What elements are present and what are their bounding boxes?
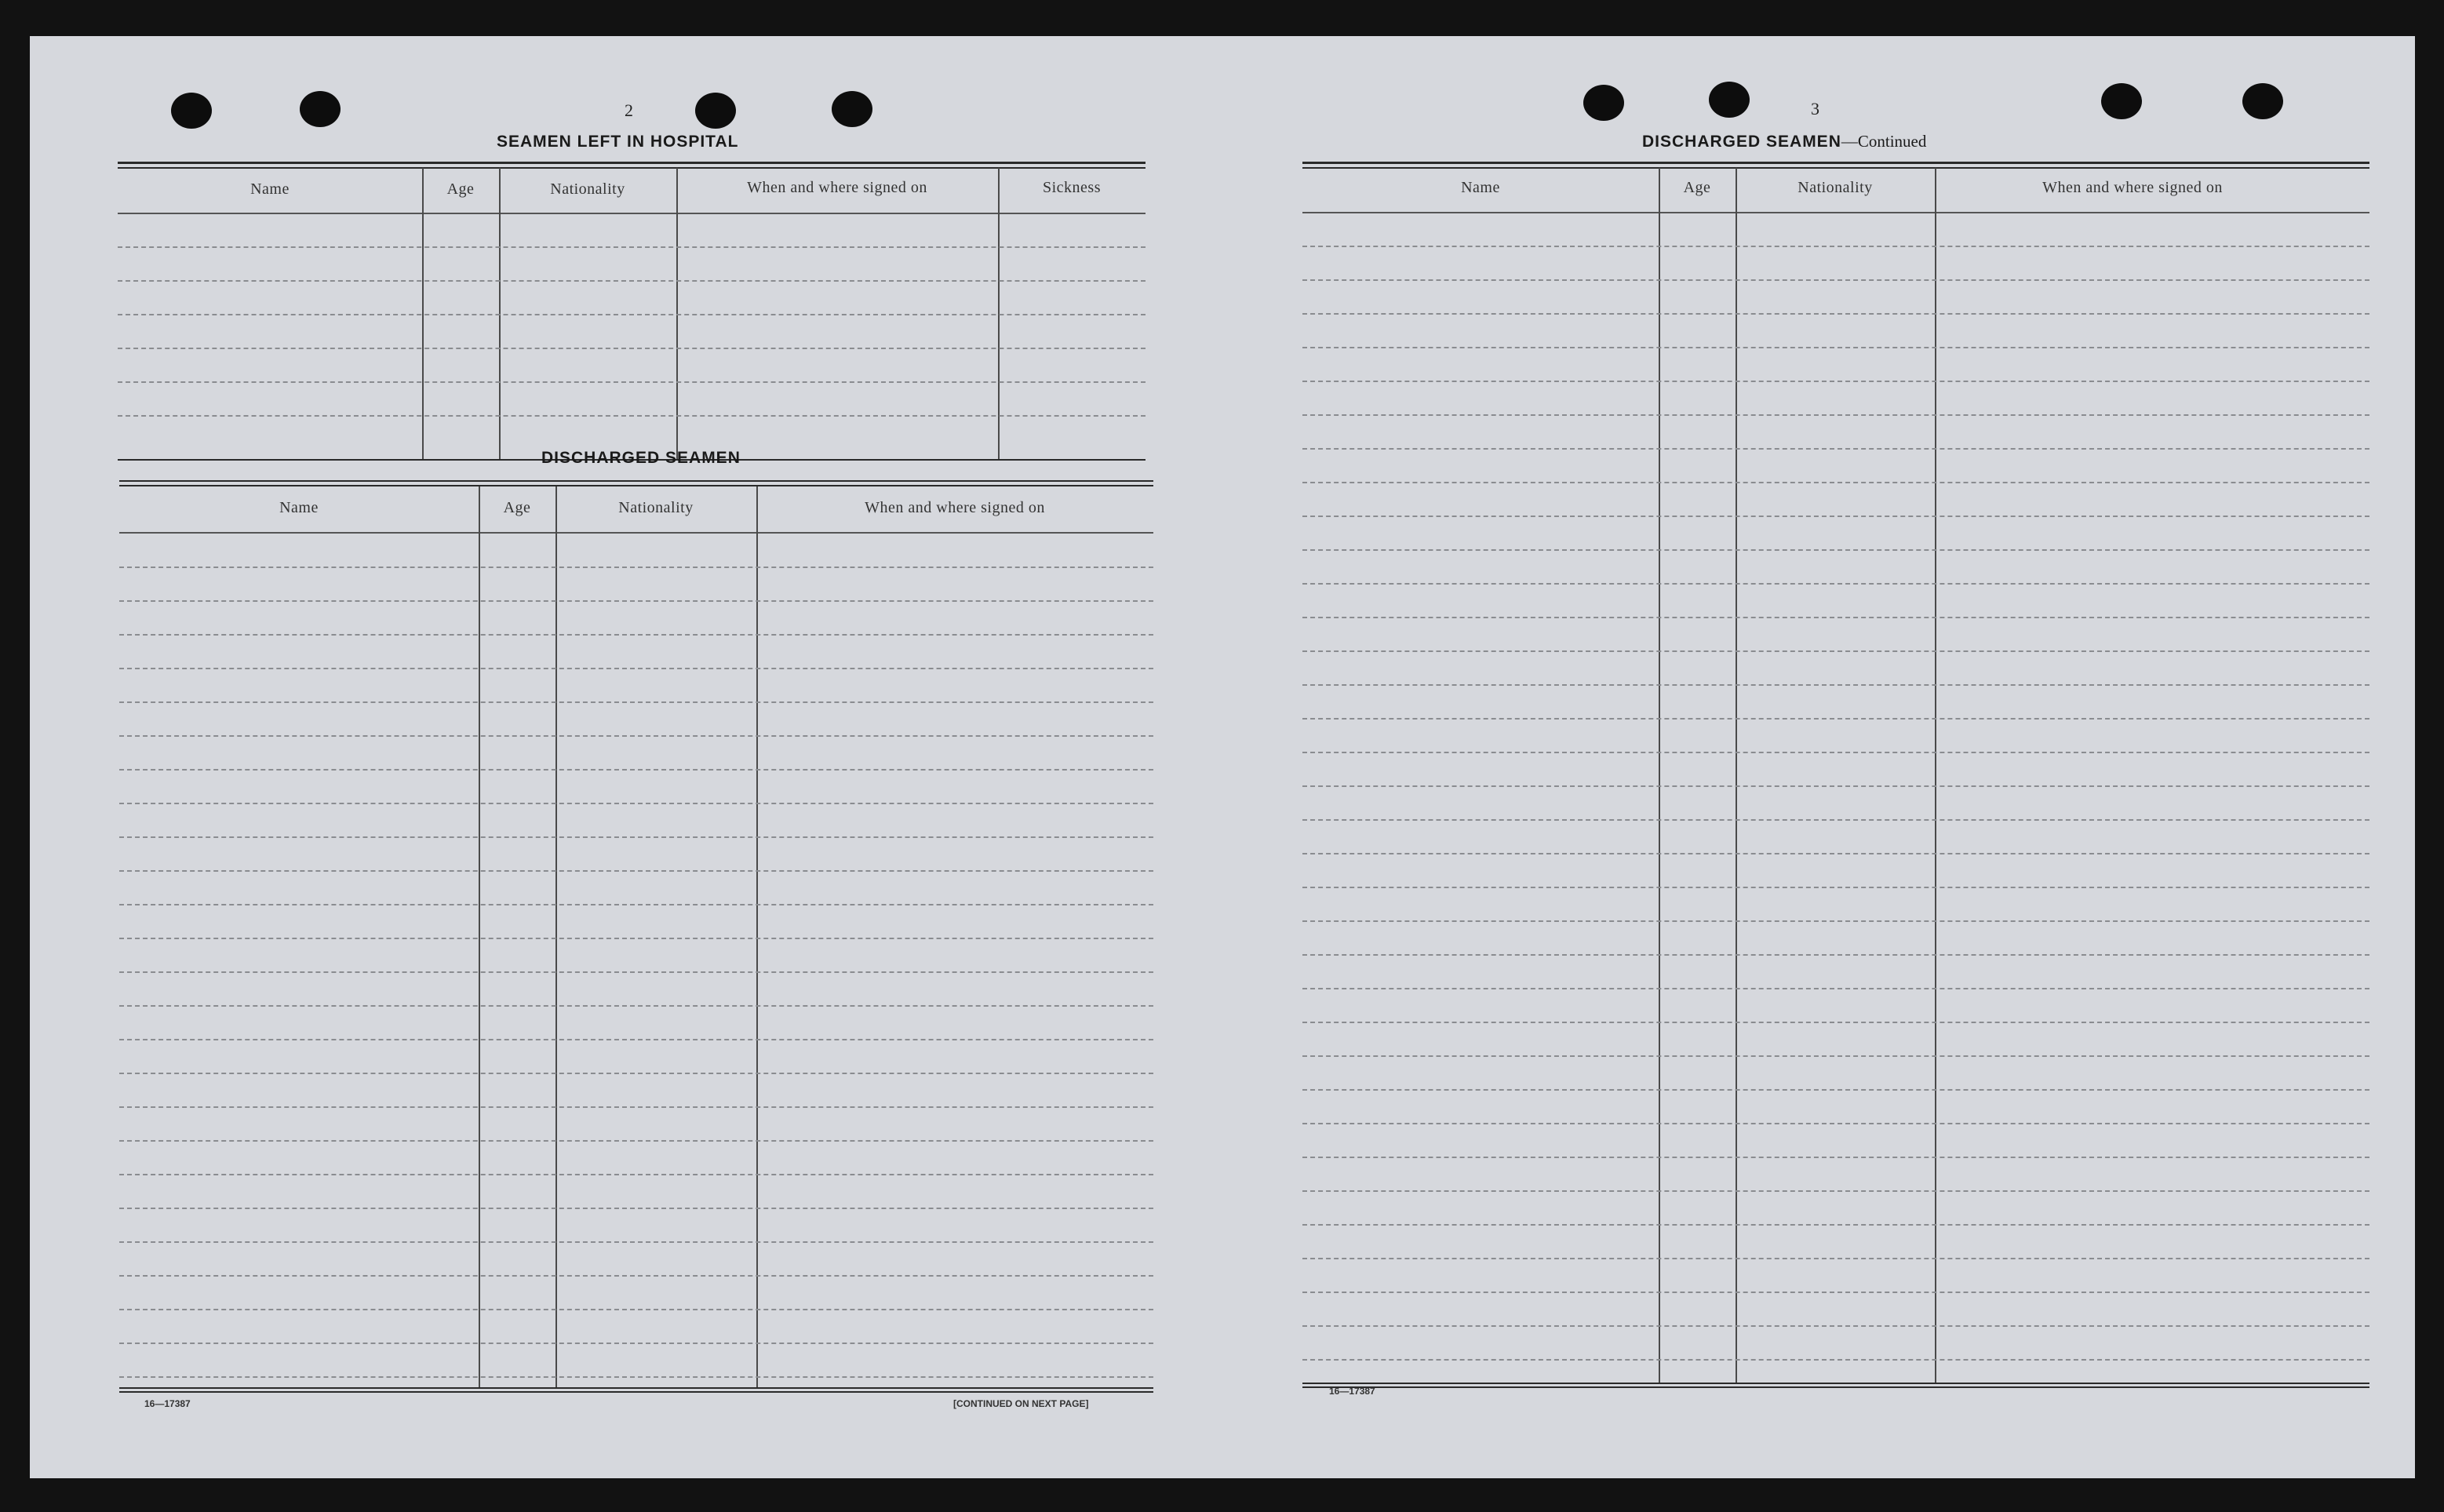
table-row xyxy=(119,938,1153,939)
table-row xyxy=(119,769,1153,771)
discharged-continued-title xyxy=(1642,132,1926,151)
table-row xyxy=(1302,1325,2369,1327)
table-row xyxy=(119,701,1153,703)
column-header-sickness: Sickness xyxy=(1043,179,1101,196)
discharged-table xyxy=(119,480,1153,1414)
table-row xyxy=(118,415,1146,417)
table-row xyxy=(119,1343,1153,1344)
table-row xyxy=(1302,414,2369,416)
column-header-signed-on: When and where signed on xyxy=(747,179,927,196)
table-row xyxy=(119,836,1153,838)
table-row xyxy=(1302,1190,2369,1192)
column-header-age: Age xyxy=(503,499,531,516)
column-header-nationality: Nationality xyxy=(618,499,694,516)
column-header-nationality: Nationality xyxy=(550,180,625,198)
table-row xyxy=(119,567,1153,568)
punch-hole xyxy=(2101,83,2142,119)
table-row xyxy=(1302,381,2369,382)
table-row xyxy=(1302,1055,2369,1057)
table-row xyxy=(1302,347,2369,348)
column-header-age: Age xyxy=(1683,179,1711,196)
punch-hole xyxy=(1583,85,1624,121)
table-row xyxy=(119,971,1153,973)
page-number: 3 xyxy=(1811,99,1819,118)
form-number: 16—17387 xyxy=(1329,1386,1375,1397)
table-row xyxy=(119,634,1153,636)
table-row xyxy=(119,870,1153,872)
table-row xyxy=(1302,1292,2369,1293)
punch-hole xyxy=(1709,82,1750,118)
punch-hole xyxy=(171,93,212,129)
table-row xyxy=(1302,279,2369,281)
column-header-signed-on: When and where signed on xyxy=(865,499,1045,516)
table-row xyxy=(119,1208,1153,1209)
discharged-continued-table xyxy=(1302,162,2369,1417)
punch-hole xyxy=(695,93,736,129)
table-row xyxy=(1302,1123,2369,1124)
title-suffix: —Continued xyxy=(1841,132,1927,151)
table-row xyxy=(1302,718,2369,720)
table-row xyxy=(1302,988,2369,989)
table-row xyxy=(1302,583,2369,585)
punch-hole xyxy=(2242,83,2283,119)
table-row xyxy=(119,1309,1153,1310)
table-row xyxy=(1302,549,2369,551)
table-row xyxy=(119,803,1153,804)
table-row xyxy=(1302,1359,2369,1361)
table-row xyxy=(1302,853,2369,854)
column-header-nationality: Nationality xyxy=(1797,179,1873,196)
continued-note: [CONTINUED ON NEXT PAGE] xyxy=(953,1398,1089,1409)
column-header-name: Name xyxy=(279,499,319,516)
page-number: 2 xyxy=(625,100,633,120)
table-row xyxy=(1302,650,2369,652)
column-header-name: Name xyxy=(1461,179,1500,196)
table-row xyxy=(118,348,1146,349)
table-row xyxy=(1302,887,2369,888)
table-row xyxy=(119,1073,1153,1074)
table-row xyxy=(119,735,1153,737)
table-row xyxy=(1302,1224,2369,1226)
column-header-name: Name xyxy=(250,180,290,198)
table-row xyxy=(118,246,1146,248)
table-row xyxy=(1302,448,2369,450)
table-row xyxy=(118,381,1146,383)
table-row xyxy=(1302,313,2369,315)
form-number: 16—17387 xyxy=(144,1398,191,1409)
title-text: DISCHARGED SEAMEN xyxy=(1642,133,1841,151)
table-row xyxy=(1302,819,2369,821)
table-row xyxy=(118,314,1146,315)
table-row xyxy=(1302,1089,2369,1091)
table-row xyxy=(1302,1022,2369,1023)
table-row xyxy=(1302,1157,2369,1158)
punch-hole xyxy=(832,91,872,127)
column-header-age: Age xyxy=(446,180,475,198)
table-row xyxy=(119,1005,1153,1007)
table-row xyxy=(119,1106,1153,1108)
table-row xyxy=(1302,1258,2369,1259)
table-row xyxy=(119,1275,1153,1277)
table-row xyxy=(1302,785,2369,787)
punch-hole xyxy=(300,91,341,127)
table-row xyxy=(1302,684,2369,686)
hospital-section-title: SEAMEN LEFT IN HOSPITAL xyxy=(497,133,739,151)
table-row xyxy=(1302,954,2369,956)
table-row xyxy=(1302,617,2369,618)
table-row xyxy=(119,668,1153,669)
table-row xyxy=(119,1039,1153,1040)
table-row xyxy=(1302,482,2369,483)
table-row xyxy=(119,600,1153,602)
table-row xyxy=(1302,920,2369,922)
table-row xyxy=(1302,246,2369,247)
table-row xyxy=(119,1140,1153,1142)
scanned-document xyxy=(30,36,2415,1478)
table-row xyxy=(119,1174,1153,1175)
table-row xyxy=(119,904,1153,905)
table-row xyxy=(1302,752,2369,753)
table-row xyxy=(119,1376,1153,1378)
table-row xyxy=(119,1241,1153,1243)
table-row xyxy=(118,280,1146,282)
discharged-section-title: DISCHARGED SEAMEN xyxy=(541,449,741,467)
table-row xyxy=(1302,516,2369,517)
column-header-signed-on: When and where signed on xyxy=(2042,179,2223,196)
hospital-table xyxy=(118,162,1146,464)
